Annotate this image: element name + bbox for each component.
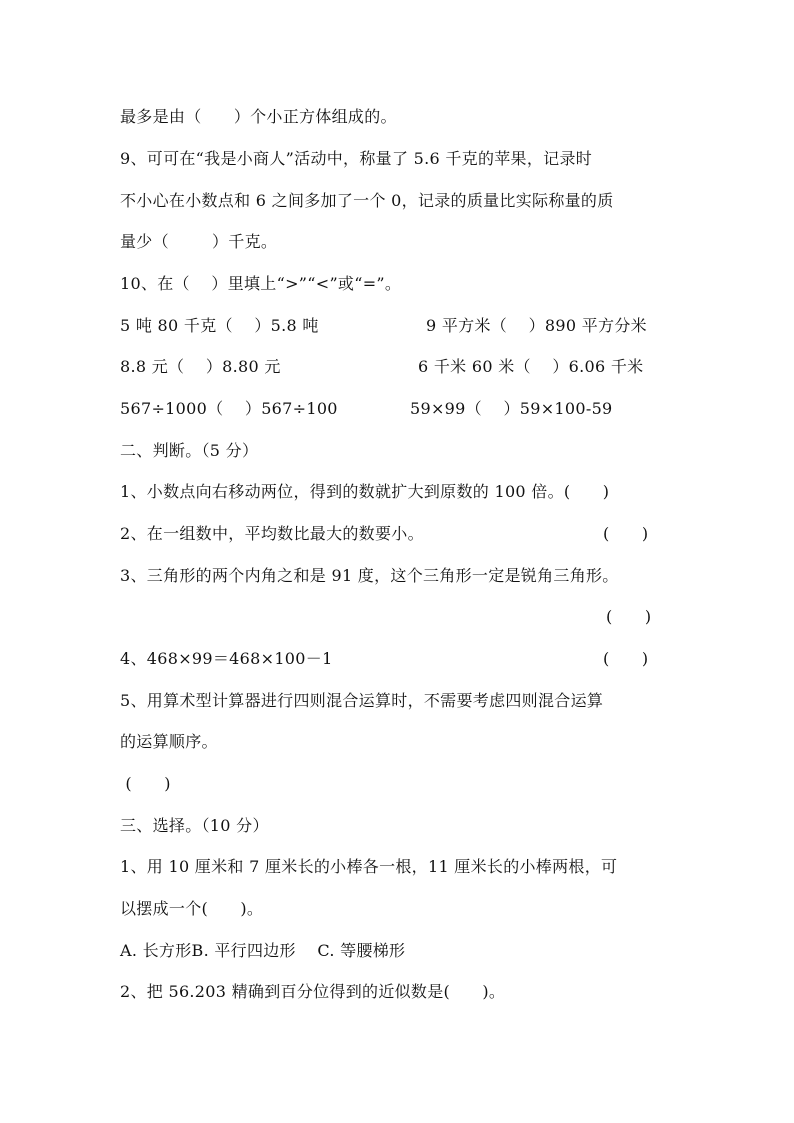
judge-item-2-answer: ( ) bbox=[603, 524, 649, 543]
choice-item-1-line1: 1、用 10 厘米和 7 厘米长的小棒各一根，11 厘米长的小棒两根，可 bbox=[120, 857, 618, 876]
compare-item-2: 9 平方米（ ）890 平方分米 bbox=[426, 316, 647, 335]
judge-item-4: 4、468×99＝468×100－1 bbox=[120, 649, 333, 668]
judge-item-5-line2: 的运算顺序。 bbox=[120, 732, 218, 751]
question-10-heading: 10、在（ ）里填上“>”“<”或“=”。 bbox=[120, 274, 402, 293]
compare-item-4: 6 千米 60 米（ ）6.06 千米 bbox=[418, 357, 644, 376]
compare-item-5: 567÷1000（ ）567÷100 bbox=[120, 399, 338, 418]
choice-item-2: 2、把 56.203 精确到百分位得到的近似数是( )。 bbox=[120, 982, 506, 1001]
compare-item-1: 5 吨 80 千克（ ）5.8 吨 bbox=[120, 316, 319, 335]
judge-item-1: 1、小数点向右移动两位，得到的数就扩大到原数的 100 倍。( ) bbox=[120, 482, 610, 501]
section-3-heading: 三、选择。（10 分） bbox=[120, 816, 269, 835]
judge-item-3-answer: ( ) bbox=[606, 607, 652, 626]
question-9-line3: 量少（ ）千克。 bbox=[120, 232, 278, 251]
compare-item-3: 8.8 元（ ）8.80 元 bbox=[120, 357, 281, 376]
question-9-line1: 9、可可在“我是小商人”活动中，称量了 5.6 千克的苹果，记录时 bbox=[120, 149, 593, 168]
section-2-heading: 二、判断。（5 分） bbox=[120, 441, 259, 460]
choice-item-1-line2: 以摆成一个( )。 bbox=[120, 899, 264, 918]
question-9-line2: 不小心在小数点和 6 之间多加了一个 0，记录的质量比实际称量的质 bbox=[120, 191, 614, 210]
question-8-tail: 最多是由（ ）个小正方体组成的。 bbox=[120, 107, 397, 126]
judge-item-4-answer: ( ) bbox=[603, 649, 649, 668]
judge-item-5-answer: ( ) bbox=[120, 774, 171, 793]
compare-item-6: 59×99（ ）59×100-59 bbox=[410, 399, 613, 418]
judge-item-3: 3、三角形的两个内角之和是 91 度，这个三角形一定是锐角三角形。 bbox=[120, 566, 619, 585]
judge-item-2: 2、在一组数中，平均数比最大的数要小。 bbox=[120, 524, 424, 543]
judge-item-5-line1: 5、用算术型计算器进行四则混合运算时，不需要考虑四则混合运算 bbox=[120, 691, 604, 710]
choice-item-1-options: A. 长方形B. 平行四边形 C. 等腰梯形 bbox=[120, 941, 406, 960]
